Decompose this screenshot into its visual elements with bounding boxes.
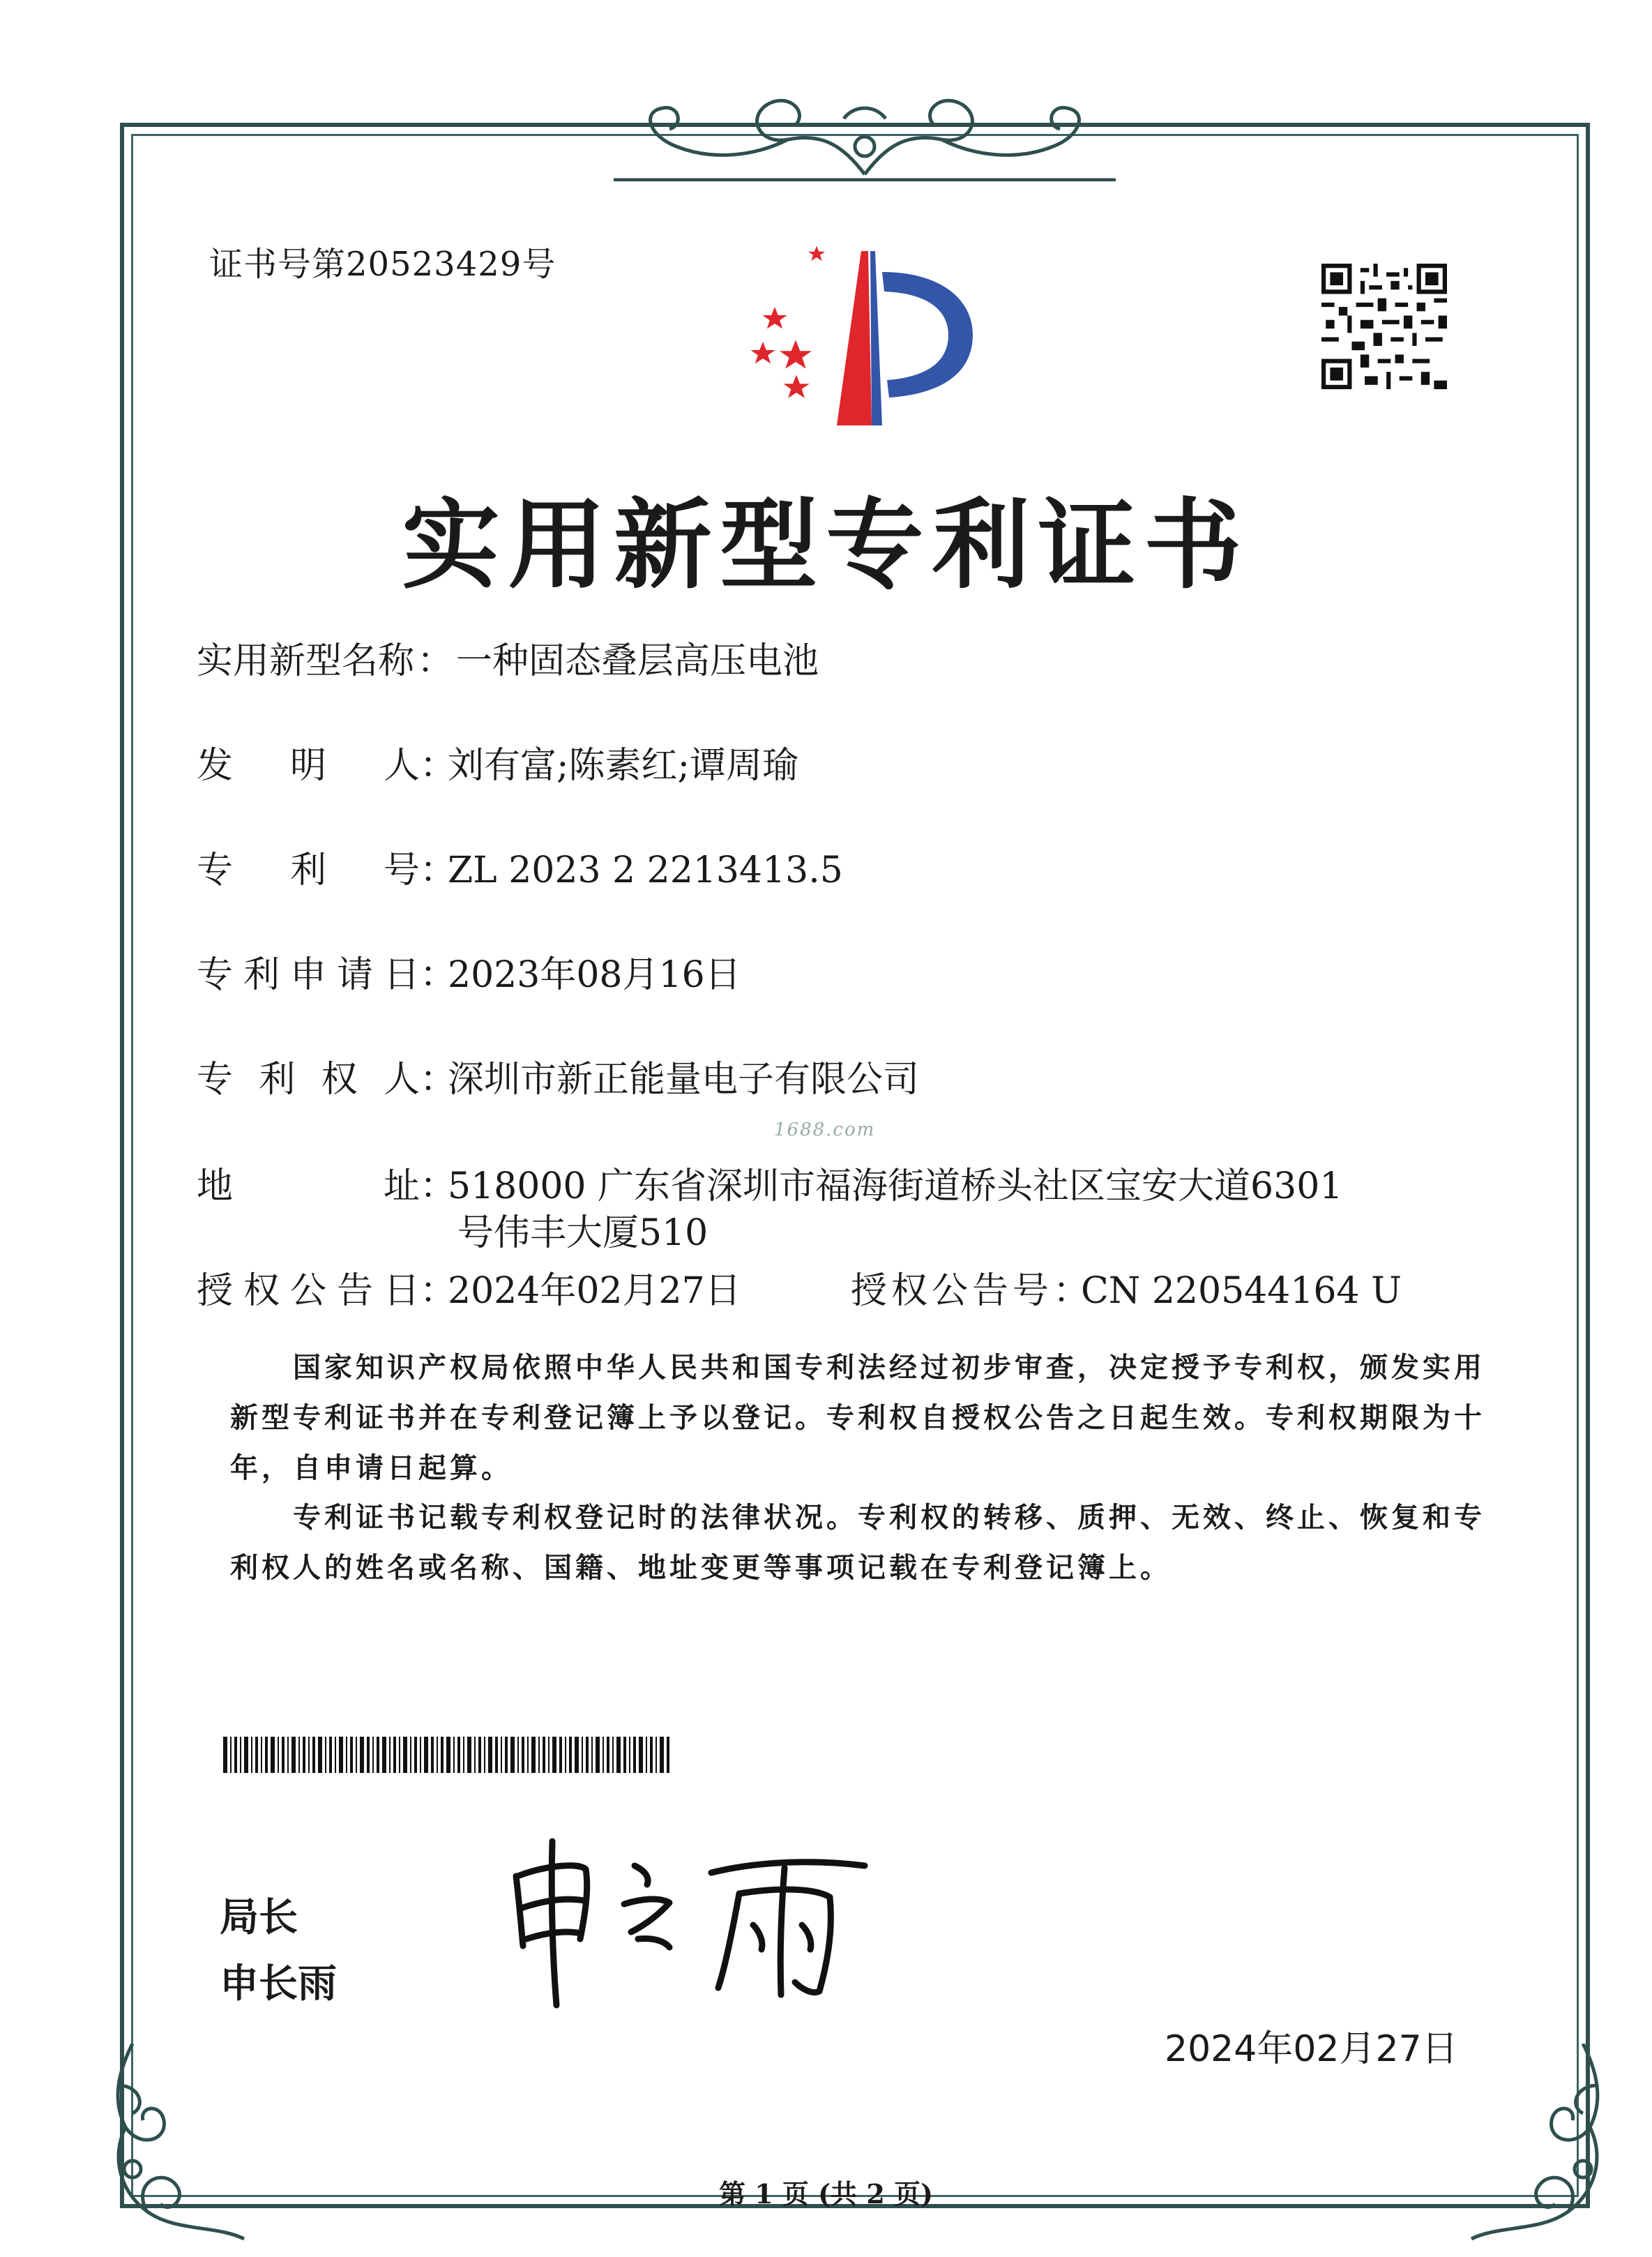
field-label: 地 址 xyxy=(197,1165,420,1207)
field-utility-model-name xyxy=(197,631,819,684)
field-colon: ： xyxy=(420,1165,457,1207)
address-line2: 号伟丰大厦510 xyxy=(457,1212,708,1254)
field-colon: ： xyxy=(1053,1270,1090,1312)
barcode-icon xyxy=(223,1737,669,1773)
field-label: 专 利 权 人 xyxy=(197,1059,420,1101)
publication-number-value: CN 220544164 U xyxy=(1081,1270,1402,1312)
field-label: 授权公告号 xyxy=(851,1270,1054,1312)
field-colon: ： xyxy=(420,850,457,891)
handwritten-signature xyxy=(502,1827,879,2016)
field-address xyxy=(197,1156,1342,1209)
field-label: 授 权 公 告 日 xyxy=(197,1270,420,1312)
field-label: 实用新型名称 xyxy=(197,640,415,682)
field-label: 专 利 号 xyxy=(197,850,420,891)
field-colon: ： xyxy=(420,954,457,996)
qr-code-icon xyxy=(1321,264,1447,389)
bottom-left-ornament-icon xyxy=(105,2044,265,2253)
field-colon: ： xyxy=(420,1059,457,1101)
field-label: 发 明 人 xyxy=(197,745,420,787)
director-name: 申长雨 xyxy=(220,1961,337,2007)
filing-date-value: 2023年08月16日 xyxy=(448,954,741,996)
patentee-value: 深圳市新正能量电子有限公司 xyxy=(448,1059,920,1101)
bottom-right-ornament-icon xyxy=(1450,2044,1611,2253)
certificate-number: 证书号第20523429号 xyxy=(209,245,556,284)
field-colon: ： xyxy=(417,640,454,682)
utility-model-name-value: 一种固态叠层高压电池 xyxy=(456,640,819,682)
cnipa-logo-icon xyxy=(732,244,990,439)
director-title: 局长 xyxy=(220,1895,298,1940)
field-filing-date xyxy=(197,945,741,997)
page-indicator: 第 1 页 (共 2 页) xyxy=(719,2178,933,2210)
body-paragraph-1: 国家知识产权局依照中华人民共和国专利法经过初步审查，决定授予专利权，颁发实用新型专利证书并在专利登记簿上予以登记。专利权自授权公告之日起生效。专利权期限为十年，自申请日起算。 xyxy=(230,1351,1485,1484)
inventor-value: 刘有富;陈素红;谭周瑜 xyxy=(448,745,799,787)
publication-date-value: 2024年02月27日 xyxy=(448,1270,741,1312)
field-colon: ： xyxy=(420,1270,457,1312)
field-inventor xyxy=(197,736,798,788)
field-patent-number xyxy=(197,840,843,893)
watermark-text: 1688.com xyxy=(774,1119,876,1140)
top-ornament-icon xyxy=(614,91,1116,181)
field-patentee xyxy=(197,1050,919,1102)
field-label: 专 利 申 请 日 xyxy=(197,954,420,996)
field-colon: ： xyxy=(420,745,457,787)
address-line1: 518000 广东省深圳市福海街道桥头社区宝安大道6301 xyxy=(448,1165,1343,1207)
body-paragraph-2: 专利证书记载专利权登记时的法律状况。专利权的转移、质押、无效、终止、恢复和专利权人的姓名或名称、国籍、地址变更等事项记载在专利登记簿上。 xyxy=(230,1501,1485,1584)
certificate-title: 实用新型专利证书 xyxy=(402,489,1250,603)
field-publication-date xyxy=(197,1261,741,1313)
signing-date: 2024年02月27日 xyxy=(1165,2028,1458,2070)
field-publication-number xyxy=(851,1261,1402,1313)
patent-number-value: ZL 2023 2 2213413.5 xyxy=(448,850,843,891)
